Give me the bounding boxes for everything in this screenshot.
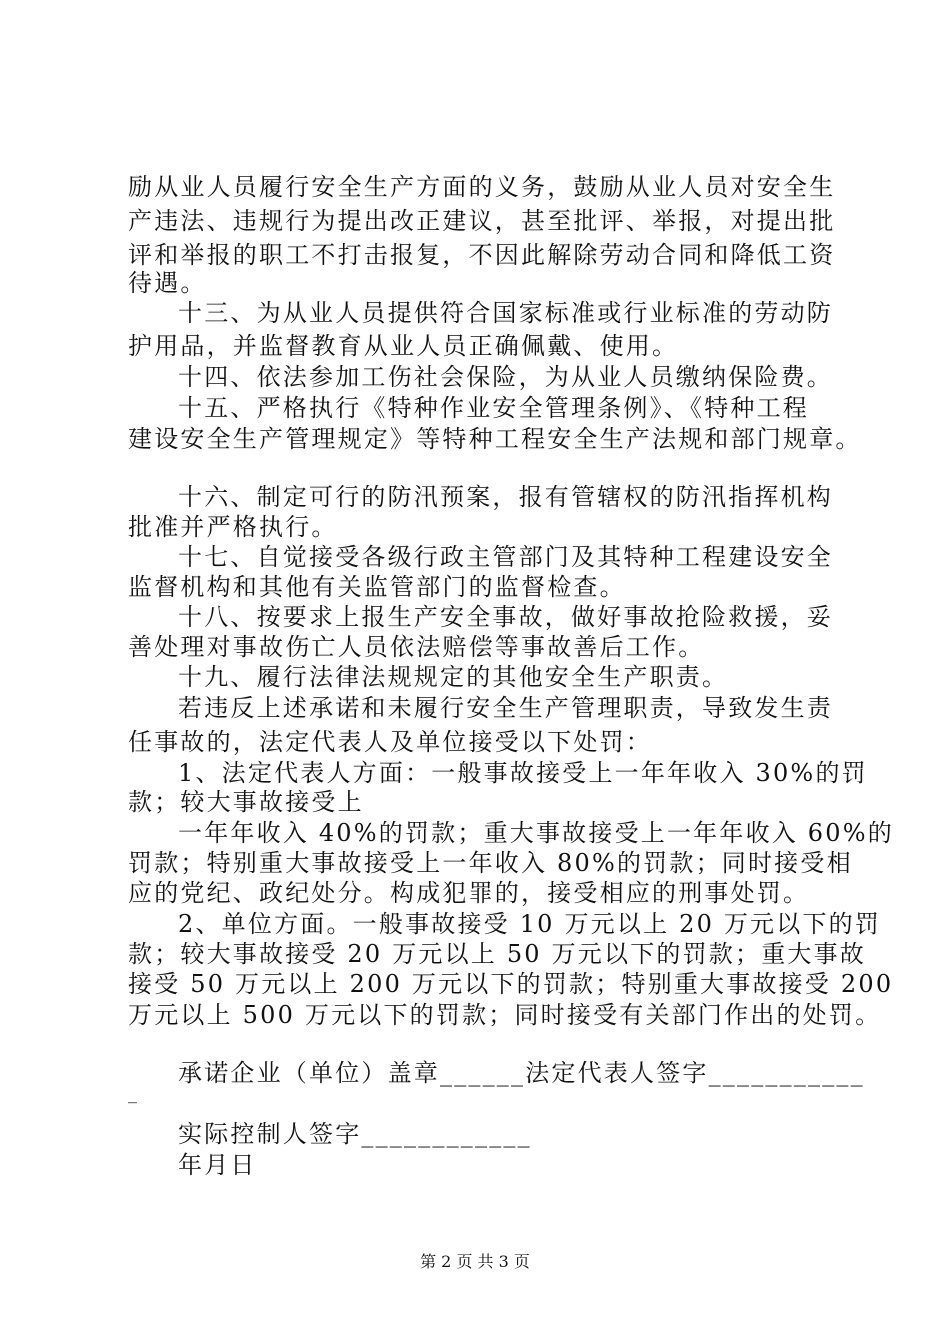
text-line: 十三、为从业人员提供符合国家标准或行业标准的劳动防 [178, 299, 833, 327]
text-line: 建设安全生产管理规定》等特种工程安全生产法规和部门规章。 [128, 425, 862, 453]
text-line: 监督机构和其他有关监管部门的监督检查。 [128, 573, 626, 601]
text-line: 任事故的，法定代表人及单位接受以下处罚： [128, 728, 652, 756]
text-line: 十四、依法参加工伤社会保险，为从业人员缴纳保险费。 [178, 363, 833, 391]
text-line: 十六、制定可行的防汛预案，报有管辖权的防汛指挥机构 [178, 483, 833, 511]
text-line: 接受 50 万元以上 200 万元以下的罚款；特别重大事故接受 200 [128, 970, 894, 998]
text-line: 批准并严格执行。 [128, 513, 338, 541]
text-line: 励从业人员履行安全生产方面的义务，鼓励从业人员对安全生 [128, 173, 836, 201]
text-line: 万元以上 500 万元以下的罚款；同时接受有关部门作出的处罚。 [128, 1001, 882, 1029]
text-line: 2、单位方面。一般事故接受 10 万元以上 20 万元以下的罚 [178, 910, 882, 938]
text-line: 善处理对事故伤亡人员依法赔偿等事故善后工作。 [128, 633, 705, 661]
text-line: 若违反上述承诺和未履行安全生产管理职责，导致发生责 [178, 694, 833, 722]
text-line: 评和举报的职工不打击报复，不因此解除劳动合同和降低工资 [128, 241, 836, 269]
signature-line-overflow: _ [128, 1083, 140, 1104]
text-line: 待遇。 [128, 269, 207, 297]
text-line: 款；较大事故接受上 [128, 788, 364, 816]
date-line: 年月日 [178, 1151, 257, 1179]
text-line: 款；较大事故接受 20 万元以上 50 万元以下的罚款；重大事故 [128, 940, 866, 968]
text-line: 十八、按要求上报生产安全事故，做好事故抢险救援，妥 [178, 603, 833, 631]
text-line: 十七、自觉接受各级行政主管部门及其特种工程建设安全 [178, 543, 833, 571]
controller-signature-line: 实际控制人签字____________ [178, 1120, 532, 1148]
text-line: 十五、严格执行《特种作业安全管理条例》、《特种工程 [178, 394, 809, 422]
text-line: 罚款；特别重大事故接受上一年收入 80%的罚款；同时接受相 [128, 849, 853, 877]
text-line: 1、法定代表人方面：一般事故接受上一年年收入 30%的罚 [178, 759, 868, 787]
text-line: 产违法、违规行为提出改正建议，甚至批评、举报，对提出批 [128, 207, 836, 235]
page-number-footer: 第 2 页 共 3 页 [420, 1252, 530, 1271]
text-line: 应的党纪、政纪处分。构成犯罪的，接受相应的刑事处罚。 [128, 879, 810, 907]
text-line: 一年年收入 40%的罚款；重大事故接受上一年年收入 60%的 [178, 819, 894, 847]
signature-line: 承诺企业（单位）盖章______法定代表人签字___________ [178, 1059, 865, 1087]
text-line: 十九、履行法律法规规定的其他安全生产职责。 [178, 663, 729, 691]
text-line: 护用品，并监督教育从业人员正确佩戴、使用。 [128, 332, 679, 360]
